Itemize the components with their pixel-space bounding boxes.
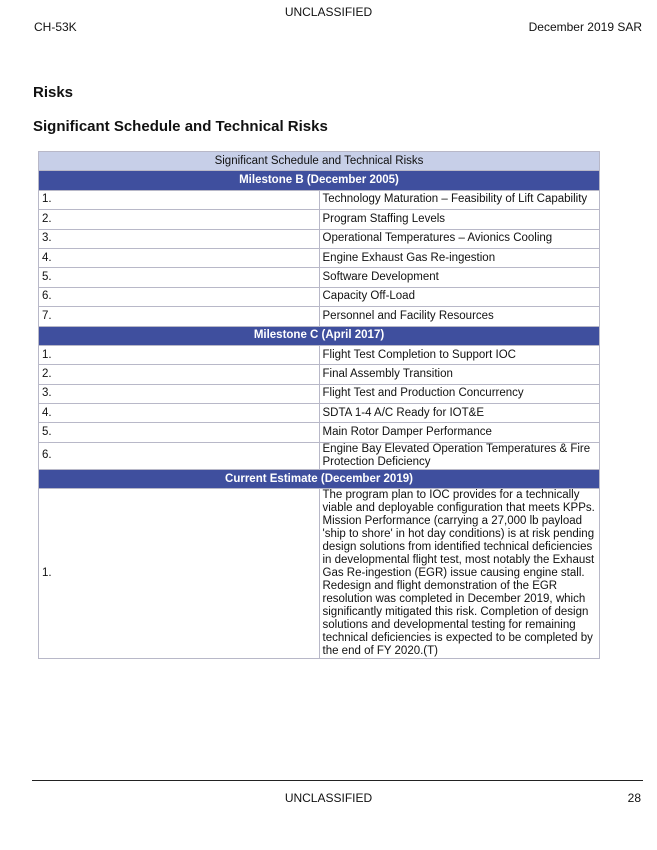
table-row (39, 307, 600, 326)
item-text: The program plan to IOC provides for a technically viable and deployable configuration that meets KPPs. Mission Performance (carrying a 27,000 lb payload 'ship to shore' in hot day conditions) is at risk pending design solutions from identified technical deficiencies in developmental flight test, most notably the Exhaust Gas Re-ingestion (EGR) issue causing engine stall. Redesign and flight demonstration of the EGR resolution was completed in December 2019, which significantly mitigated this risk. Completion of design solutions and developmental testing for remaining technical deficiencies is expected to be completed by the end of FY 2020.(T) (319, 489, 600, 659)
table-row (39, 365, 600, 384)
item-text: Flight Test and Production Concurrency (319, 384, 600, 403)
item-text: Software Development (319, 268, 600, 287)
classification-bottom: UNCLASSIFIED (284, 791, 373, 805)
item-text: Program Staffing Levels (319, 210, 600, 229)
table-row (39, 268, 600, 287)
section-header-row (39, 171, 600, 190)
item-number: 6. (39, 287, 320, 306)
item-text: Main Rotor Damper Performance (319, 423, 600, 442)
section-header: Milestone C (April 2017) (39, 326, 600, 345)
table-row (39, 287, 600, 306)
item-number: 3. (39, 384, 320, 403)
page-number: 28 (627, 791, 641, 805)
item-text: Engine Bay Elevated Operation Temperatures & Fire Protection Deficiency (319, 442, 600, 469)
item-text: Capacity Off-Load (319, 287, 600, 306)
item-text: Engine Exhaust Gas Re-ingestion (319, 248, 600, 267)
section-header-row (39, 326, 600, 345)
table-row (39, 384, 600, 403)
program-name: CH-53K (34, 20, 77, 34)
table-row (39, 442, 600, 469)
table-row (39, 190, 600, 209)
item-text: Personnel and Facility Resources (319, 307, 600, 326)
item-number: 1. (39, 345, 320, 364)
item-number: 7. (39, 307, 320, 326)
table-row (39, 404, 600, 423)
item-text: Operational Temperatures – Avionics Cooling (319, 229, 600, 248)
item-number: 5. (39, 268, 320, 287)
item-text: SDTA 1-4 A/C Ready for IOT&E (319, 404, 600, 423)
item-number: 4. (39, 404, 320, 423)
table-row (39, 489, 600, 659)
classification-top: UNCLASSIFIED (284, 5, 373, 19)
item-number: 3. (39, 229, 320, 248)
risks-table (38, 151, 600, 659)
item-number: 2. (39, 210, 320, 229)
item-number: 1. (39, 190, 320, 209)
section-heading-risks: Risks (33, 84, 74, 101)
footer-rule (32, 780, 643, 781)
item-number: 2. (39, 365, 320, 384)
item-number: 5. (39, 423, 320, 442)
table-row (39, 423, 600, 442)
section-header: Current Estimate (December 2019) (39, 469, 600, 488)
item-number: 6. (39, 442, 320, 469)
item-text: Flight Test Completion to Support IOC (319, 345, 600, 364)
report-name: December 2019 SAR (528, 20, 642, 34)
item-text: Final Assembly Transition (319, 365, 600, 384)
section-header-row (39, 469, 600, 488)
subsection-heading: Significant Schedule and Technical Risks (33, 118, 328, 135)
table-title-row (39, 152, 600, 171)
item-number: 4. (39, 248, 320, 267)
table-title: Significant Schedule and Technical Risks (39, 152, 600, 171)
table-row (39, 248, 600, 267)
item-text: Technology Maturation – Feasibility of Lift Capability (319, 190, 600, 209)
table-row (39, 345, 600, 364)
table-row (39, 229, 600, 248)
table-row (39, 210, 600, 229)
section-header: Milestone B (December 2005) (39, 171, 600, 190)
item-number: 1. (39, 489, 320, 659)
